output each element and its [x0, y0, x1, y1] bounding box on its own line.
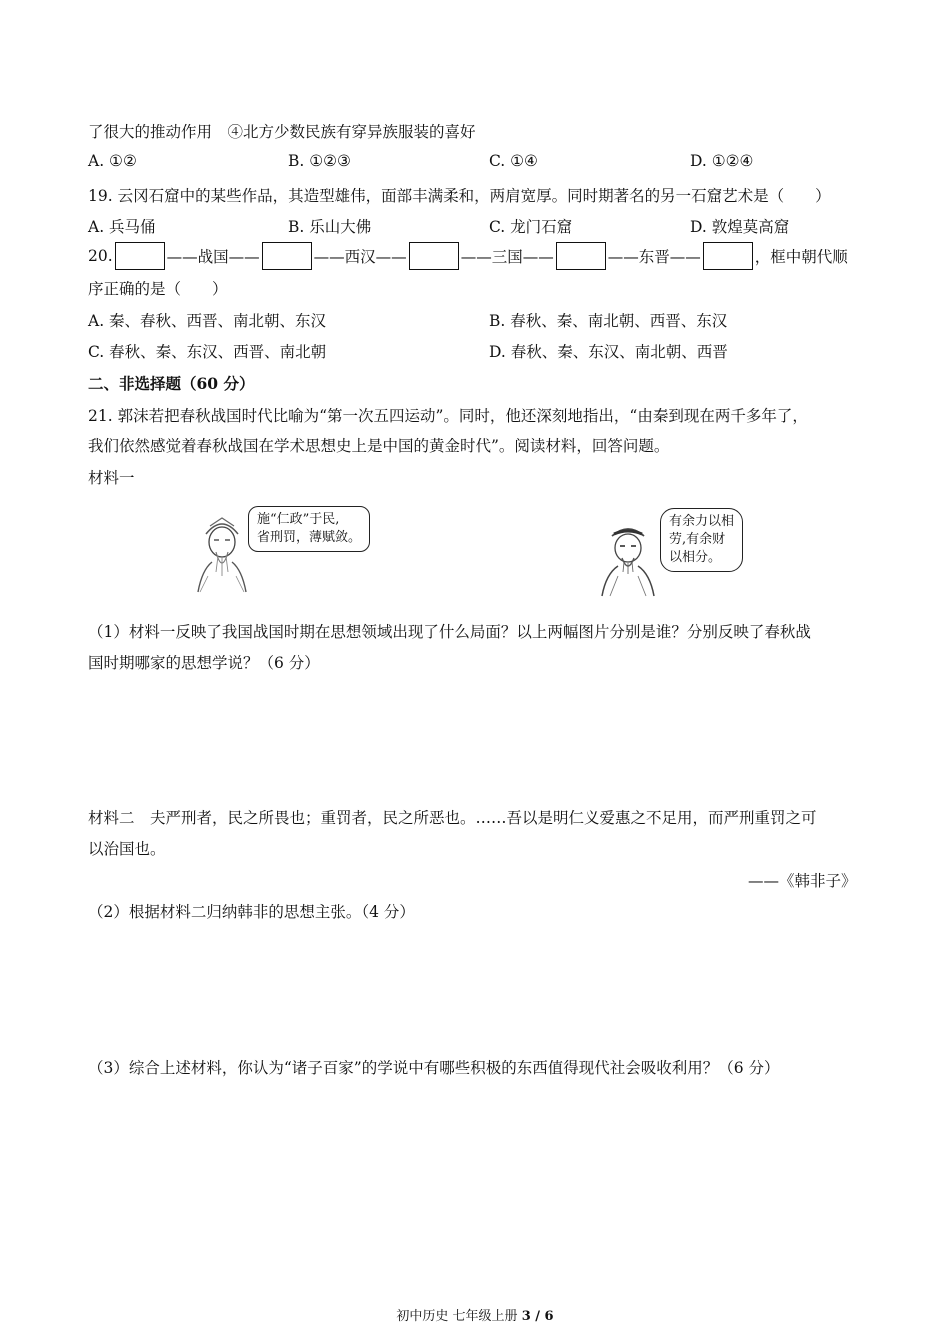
- material-1-label: 材料一: [88, 469, 135, 487]
- q20-part-5: ，框中朝代顺: [754, 248, 848, 266]
- q20-part-2: ——西汉——: [313, 248, 407, 266]
- q19-option-b: B. 乐山大佛: [288, 218, 372, 236]
- material-2-line-2: 以治国也。: [88, 840, 166, 858]
- q20-option-c: C. 春秋、秦、东汉、西晋、南北朝: [88, 343, 327, 361]
- q19-option-a: A. 兵马俑: [88, 218, 156, 236]
- speech-bubble-left: 施“仁政”于民, 省刑罚，薄赋敛。: [248, 506, 370, 552]
- q20-blank-2[interactable]: [262, 242, 312, 270]
- q20-blank-3[interactable]: [409, 242, 459, 270]
- q20-part-3: ——三国——: [460, 248, 554, 266]
- q20-blank-1[interactable]: [115, 242, 165, 270]
- material-2-line-1: 材料二 夫严刑者，民之所畏也；重罚者，民之所恶也。……吾以是明仁义爱惠之不足用，而严刑重罚之可: [88, 809, 817, 827]
- q20-blank-5[interactable]: [703, 242, 753, 270]
- q20-option-d: D. 春秋、秦、东汉、南北朝、西晋: [489, 343, 728, 361]
- q18-continuation: 了很大的推动作用 ④北方少数民族有穿异族服装的喜好: [88, 123, 476, 141]
- q20-part-1: ——战国——: [166, 248, 260, 266]
- q19-option-c: C. 龙门石窟: [489, 218, 573, 236]
- q21-sub-1-line-2: 国时期哪家的思想学说？（6 分）: [88, 654, 320, 672]
- q21-sub-3: （3）综合上述材料，你认为“诸子百家”的学说中有哪些积极的东西值得现代社会吸收利用？（6 分）: [88, 1059, 780, 1077]
- q20-number: 20.: [88, 247, 113, 265]
- page-footer: [0, 1305, 950, 1324]
- q20-option-a: A. 秦、春秋、西晋、南北朝、东汉: [88, 312, 327, 330]
- scholar-portrait-right: [596, 518, 660, 598]
- q18-option-d: D. ①②④: [690, 152, 754, 170]
- q19-stem: 19. 云冈石窟中的某些作品，其造型雄伟，面部丰满柔和，两肩宽厚。同时期著名的另一石窟艺术是（ ）: [88, 187, 831, 205]
- q21-intro-line-2: 我们依然感觉着春秋战国在学术思想史上是中国的黄金时代”。阅读材料，回答问题。: [88, 437, 670, 455]
- speech-bubble-right: 有余力以相 劳,有余财 以相分。: [660, 508, 743, 572]
- page-number: 3 / 6: [521, 1309, 554, 1324]
- scholar-portrait-left: [192, 512, 252, 594]
- q18-option-c: C. ①④: [489, 152, 538, 170]
- q20-blank-4[interactable]: [556, 242, 606, 270]
- q21-intro-line-1: 21. 郭沫若把春秋战国时代比喻为“第一次五四运动”。同时，他还深刻地指出，“由秦到现在两千多年了，: [88, 407, 808, 425]
- q18-option-a: A. ①②: [88, 152, 137, 170]
- q19-option-d: D. 敦煌莫高窟: [690, 218, 790, 236]
- q21-sub-2: （2）根据材料二归纳韩非的思想主张。（4 分）: [88, 903, 415, 921]
- material-2-source: ——《韩非子》: [748, 872, 857, 890]
- q20-sequence: [88, 241, 848, 271]
- q18-option-b: B. ①②③: [288, 152, 351, 170]
- footer-text: 初中历史 七年级上册: [396, 1309, 522, 1324]
- q20-part-4: ——东晋——: [607, 248, 701, 266]
- section-2-title: 二、非选择题（60 分）: [88, 374, 255, 393]
- q20-option-b: B. 春秋、秦、南北朝、西晋、东汉: [489, 312, 728, 330]
- q20-stem-cont: 序正确的是（ ）: [88, 280, 228, 298]
- q21-sub-1-line-1: （1）材料一反映了我国战国时期在思想领域出现了什么局面？以上两幅图片分别是谁？分别反映了春秋战: [88, 623, 811, 641]
